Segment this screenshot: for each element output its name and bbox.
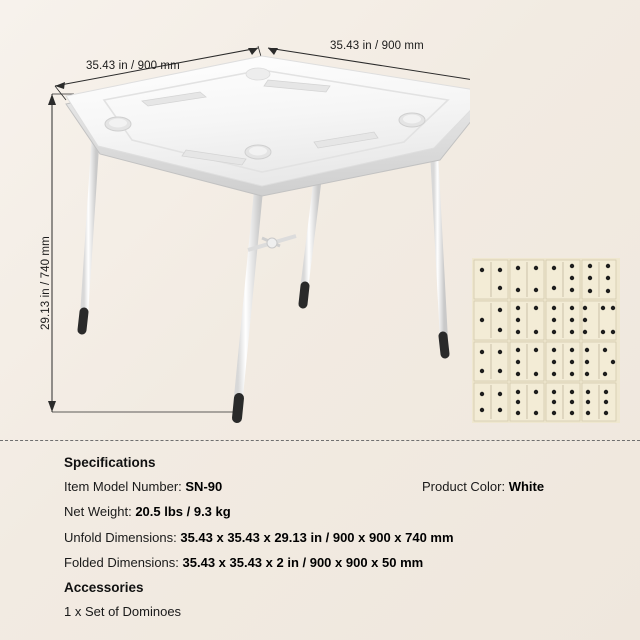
spec-row-unfold <box>64 530 614 546</box>
spec-label-color: Product Color: <box>422 479 506 494</box>
spec-value-weight: 20.5 lbs / 9.3 kg <box>135 504 231 520</box>
spec-row-weight <box>64 504 614 520</box>
spec-value-unfold: 35.43 x 35.43 x 29.13 in / 900 x 900 x 740 mm <box>180 529 454 545</box>
spec-label-model: Item Model Number: <box>64 479 182 494</box>
table-top <box>66 56 470 196</box>
dominoes-image <box>472 258 620 423</box>
spec-label-unfold: Unfold Dimensions: <box>64 529 177 545</box>
table-illustration <box>0 0 470 430</box>
specifications-title: Specifications <box>64 455 156 470</box>
dimension-label-height: 29.13 in / 740 mm <box>40 236 52 330</box>
accessories-title: Accessories <box>64 580 144 595</box>
spec-value-model: SN-90 <box>185 479 223 494</box>
accessory-item: 1 x Set of Dominoes <box>64 604 182 619</box>
spec-value-color: White <box>508 479 545 494</box>
spec-pair-color <box>422 479 544 495</box>
dimension-label-top-right: 35.43 in / 900 mm <box>330 40 424 52</box>
specifications-panel <box>0 441 640 640</box>
spec-value-folded: 35.43 x 35.43 x 2 in / 900 x 900 x 50 mm <box>182 554 424 570</box>
spec-row-folded <box>64 555 614 571</box>
dimension-label-top-left: 35.43 in / 900 mm <box>86 60 180 72</box>
spec-label-folded: Folded Dimensions: <box>64 554 179 570</box>
spec-label-weight: Net Weight: <box>64 504 132 520</box>
spec-row-model <box>64 479 614 495</box>
